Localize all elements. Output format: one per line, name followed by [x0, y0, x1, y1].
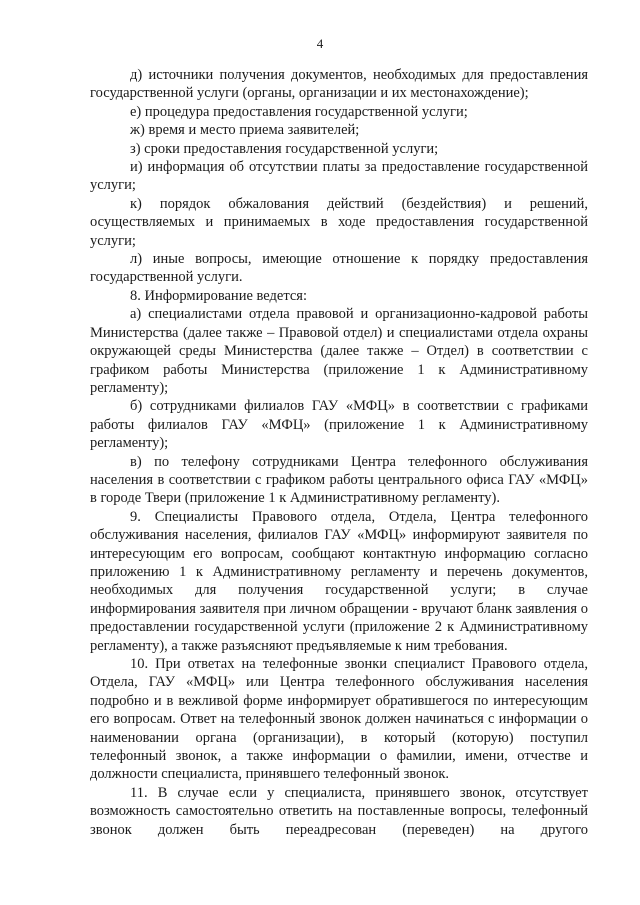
document-body	[90, 66, 588, 839]
paragraph-l: л) иные вопросы, имеющие отношение к порядку предоставления государственной услуги.	[90, 251, 588, 286]
paragraph-e: е) процедура предоставления государственной услуги;	[130, 103, 468, 120]
paragraph-z: з) сроки предоставления государственной услуги;	[130, 140, 439, 157]
paragraph-11: 11. В случае если у специалиста, принявшего звонок, отсутствует возможность самостоятельно ответить на поставленные вопросы, телефонный звонок должен быть переадресован (переведен) на другого	[90, 784, 588, 838]
page-number: 4	[316, 36, 324, 51]
section-8-heading: 8. Информирование ведется:	[130, 287, 307, 304]
paragraph-8v: в) по телефону сотрудниками Центра телефонного обслуживания населения в соответствии с графиком работы центрального офиса ГАУ «МФЦ» в городе Твери (приложение 1 к Административному регламенту).	[90, 453, 588, 507]
paragraph-10: 10. При ответах на телефонные звонки специалист Правового отдела, Отдела, ГАУ «МФЦ» или Центра телефонного обслуживания населения подробно и в вежливой форме информирует обратившегося по интересующим его вопросам. Ответ на телефонный звонок должен начинаться с информации о наименовании органа (организации), в который (которую) поступил телефонный звонок, а также информации о фамилии, имени, отчестве и должности специалиста, принявшего телефонный звонок.	[90, 656, 588, 783]
paragraph-8a: а) специалистами отдела правовой и организационно-кадровой работы Министерства (далее также – Правовой отдел) и специалистами отдела охраны окружающей среды Министерства (далее также – Отдел) в соответствии с графиком работы Министерства (приложение 1 к Административному регламенту);	[90, 306, 588, 396]
paragraph-d: д) источники получения документов, необходимых для предоставления государственной услуги (органы, организации и их местонахождение);	[90, 67, 588, 102]
paragraph-9: 9. Специалисты Правового отдела, Отдела, Центра телефонного обслуживания населения, филиалов ГАУ «МФЦ» информируют заявителя по интересующим его вопросам, сообщают контактную информацию согласно приложению 1 к Административному регламенту и перечень документов, необходимых для получения государственной услуги; в случае информирования заявителя при личном обращении - вручают бланк заявления о предоставлении государственной услуги (приложение 2 к Административному регламенту), а также разъясняют предъявляемые к ним требования.	[90, 508, 588, 654]
paragraph-k: к) порядок обжалования действий (бездействия) и решений, осуществляемых и принимаемых в ходе предоставления государственной услуги;	[90, 195, 588, 249]
paragraph-i: и) информация об отсутствии платы за предоставление государственной услуги;	[90, 159, 588, 194]
paragraph-zh: ж) время и место приема заявителей;	[130, 122, 360, 139]
paragraph-8b: б) сотрудниками филиалов ГАУ «МФЦ» в соответствии с графиками работы филиалов ГАУ «МФЦ» (приложение 1 к Административному регламенту);	[90, 398, 588, 452]
